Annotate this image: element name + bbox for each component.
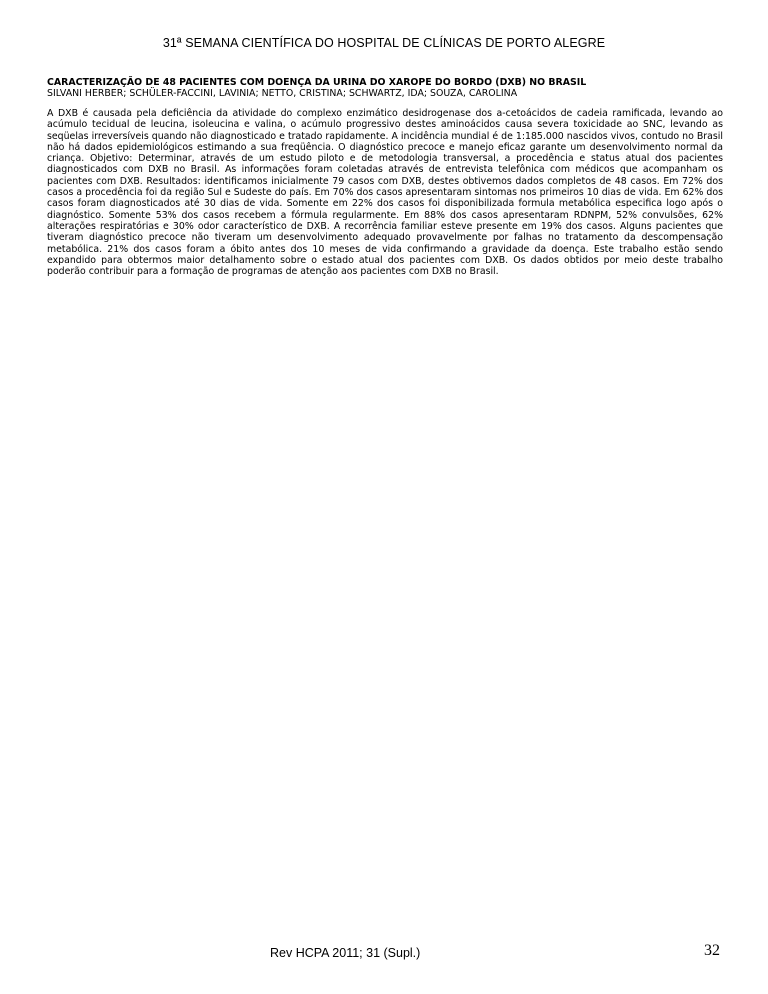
journal-citation: Rev HCPA 2011; 31 (Supl.) [270,946,421,960]
abstract-title: CARACTERIZAÇÃO DE 48 PACIENTES COM DOENÇA DA URINA DO XAROPE DO BORDO (DXB) NO BRASIL [47,77,587,88]
page-number: 32 [704,942,720,959]
abstract-body: A DXB é causada pela deficiência da atividade do complexo enzimático desidrogenase dos a-cetoácidos de cadeia ramificada, levando ao acúmulo tecidual de leucina, isoleucina e valina, o acúmulo progressivo destes aminoácidos causa severa toxicidade ao SNC, levando as seqüelas irreversíveis quando não diagnosticado e tratado rapidamente. A incidência mundial é de 1:185.000 nascidos vivos, contudo no Brasil não há dados epidemiológicos estimando a sua freqüência. O diagnóstico precoce e manejo eficaz garante um desenvolvimento normal da criança. Objetivo: Determinar, através de um estudo piloto e de metodologia transversal, a procedência e status atual dos pacientes diagnosticados com DXB no Brasil. As informações foram coletadas através de entrevista telefônica com médicos que acompanham os pacientes com DXB. Resultados: identificamos inicialmente 79 casos com DXB, destes obtivemos dados completos de 48 casos. Em 72% dos casos a procedência foi da região Sul e Sudeste do país. Em 70% dos casos apresentaram sintomas nos primeiros 10 dias de vida. Em 62% dos casos foram diagnosticados até 30 dias de vida. Somente em 22% dos casos foi disponibilizada formula metabólica especifica logo após o diagnóstico. Somente 53% dos casos recebem a fórmula regularmente. Em 88% dos casos apresentaram RDNPM, 52% convulsões, 62% alterações respiratórias e 30% odor característico de DXB. A recorrência familiar esteve presente em 19% dos casos. Alguns pacientes que tiveram diagnóstico precoce não tiveram um desenvolvimento adequado provavelmente por falhas no tratamento da descompensação metabólica. 21% dos casos foram a óbito antes dos 10 meses de vida confirmando a gravidade da doença. Este trabalho estão sendo expandido para obtermos maior detalhamento sobre o estado atual dos pacientes com DXB. Os dados obtidos por meio deste trabalho poderão contribuir para a formação de programas de atenção aos pacientes com DXB no Brasil. [47,108,723,278]
abstract [47,77,723,277]
page-header: 31ª SEMANA CIENTÍFICA DO HOSPITAL DE CLÍNICAS DE PORTO ALEGRE [162,36,606,50]
abstract-authors: SILVANI HERBER; SCHÜLER-FACCINI, LAVINIA; NETTO, CRISTINA; SCHWARTZ, IDA; SOUZA, CAROLINA [47,88,518,99]
